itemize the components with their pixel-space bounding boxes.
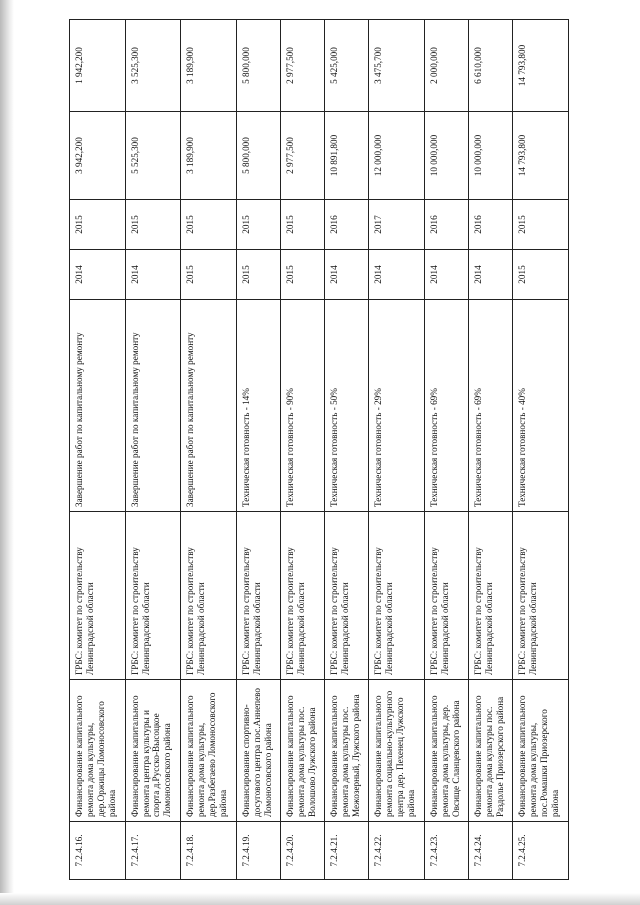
grbs-cell: ГРБС: комитет по строительству Ленинградской области bbox=[469, 512, 513, 680]
result-cell: Техническая готовность - 14% bbox=[236, 300, 280, 512]
funding-amount: 2 000,000 bbox=[425, 20, 469, 112]
result-cell: Техническая готовность - 29% bbox=[369, 300, 425, 512]
grbs-cell: ГРБС: комитет по строительству Ленинградской области bbox=[369, 512, 425, 680]
project-name: Финансирование капитального ремонта дома культуры пос. Межозерный, Лужского района bbox=[325, 680, 369, 822]
table-row bbox=[369, 20, 425, 880]
result-cell: Завершение работ по капитальному ремонту bbox=[125, 300, 181, 512]
row-number: 7.2.4.18. bbox=[181, 822, 237, 880]
year-end: 2015 bbox=[70, 200, 126, 250]
grbs-cell: ГРБС: комитет по строительству Ленинградской области bbox=[325, 512, 369, 680]
table-row bbox=[281, 20, 325, 880]
year-end: 2016 bbox=[469, 200, 513, 250]
result-cell: Техническая готовность - 50% bbox=[325, 300, 369, 512]
construction-financing-table bbox=[69, 19, 569, 880]
table-row bbox=[425, 20, 469, 880]
funding-amount: 5 800,000 bbox=[236, 20, 280, 112]
project-name: Финансирование капитального ремонта социально-культурного центра дер. Пехенец Лужского района bbox=[369, 680, 425, 822]
year-start: 2014 bbox=[369, 250, 425, 300]
scan-edge-shadow bbox=[0, 0, 14, 905]
year-end: 2015 bbox=[181, 200, 237, 250]
project-name: Финансирование капитального ремонта дома культуры, дер. Овсище Сланцевского района bbox=[425, 680, 469, 822]
estimated-cost: 5 525,300 bbox=[125, 112, 181, 200]
year-end: 2015 bbox=[236, 200, 280, 250]
row-number: 7.2.4.22. bbox=[369, 822, 425, 880]
funding-amount: 3 525,300 bbox=[125, 20, 181, 112]
estimated-cost: 2 977,500 bbox=[281, 112, 325, 200]
table-row bbox=[325, 20, 369, 880]
funding-amount: 14 793,800 bbox=[513, 20, 569, 112]
table-row bbox=[125, 20, 181, 880]
grbs-cell: ГРБС: комитет по строительству Ленинградской области bbox=[281, 512, 325, 680]
result-cell: Техническая готовность - 69% bbox=[469, 300, 513, 512]
row-number: 7.2.4.17. bbox=[125, 822, 181, 880]
scan-bottom-shadow bbox=[0, 893, 640, 905]
project-name: Финансирование капитального ремонта дома культуры, пос.Ромашки Приозерского района bbox=[513, 680, 569, 822]
grbs-cell: ГРБС: комитет по строительству Ленинградской области bbox=[70, 512, 126, 680]
year-end: 2016 bbox=[325, 200, 369, 250]
year-start: 2014 bbox=[70, 250, 126, 300]
year-end: 2015 bbox=[513, 200, 569, 250]
grbs-cell: ГРБС: комитет по строительству Ленинградской области bbox=[181, 512, 237, 680]
row-number: 7.2.4.24. bbox=[469, 822, 513, 880]
estimated-cost: 10 000,000 bbox=[469, 112, 513, 200]
year-start: 2015 bbox=[181, 250, 237, 300]
grbs-cell: ГРБС: комитет по строительству Ленинградской области bbox=[513, 512, 569, 680]
estimated-cost: 14 793,800 bbox=[513, 112, 569, 200]
estimated-cost: 12 000,000 bbox=[369, 112, 425, 200]
grbs-cell: ГРБС: комитет по строительству Ленинградской области bbox=[236, 512, 280, 680]
year-end: 2015 bbox=[281, 200, 325, 250]
row-number: 7.2.4.23. bbox=[425, 822, 469, 880]
row-number: 7.2.4.21. bbox=[325, 822, 369, 880]
landscape-table-wrapper bbox=[69, 20, 569, 880]
year-start: 2014 bbox=[125, 250, 181, 300]
funding-amount: 2 977,500 bbox=[281, 20, 325, 112]
year-start: 2015 bbox=[236, 250, 280, 300]
table-row bbox=[513, 20, 569, 880]
project-name: Финансирование капитального ремонта дома культуры пос. Волошово Лужского района bbox=[281, 680, 325, 822]
funding-amount: 1 942,200 bbox=[70, 20, 126, 112]
row-number: 7.2.4.16. bbox=[70, 822, 126, 880]
table-row bbox=[469, 20, 513, 880]
funding-amount: 3 189,900 bbox=[181, 20, 237, 112]
estimated-cost: 5 800,000 bbox=[236, 112, 280, 200]
row-number: 7.2.4.20. bbox=[281, 822, 325, 880]
result-cell: Техническая готовность - 40% bbox=[513, 300, 569, 512]
result-cell: Техническая готовность - 69% bbox=[425, 300, 469, 512]
table-body bbox=[70, 20, 569, 880]
row-number: 7.2.4.19. bbox=[236, 822, 280, 880]
result-cell: Завершение работ по капитальному ремонту bbox=[181, 300, 237, 512]
project-name: Финансирование капитального ремонта дома культуры, дер.Разбегаево Ломоносовского района bbox=[181, 680, 237, 822]
table-row bbox=[70, 20, 126, 880]
year-start: 2014 bbox=[325, 250, 369, 300]
estimated-cost: 3 942,200 bbox=[70, 112, 126, 200]
funding-amount: 6 610,000 bbox=[469, 20, 513, 112]
project-name: Финансирование капитального ремонта дома культуры пос. Раздолье Приозерского района bbox=[469, 680, 513, 822]
year-start: 2014 bbox=[469, 250, 513, 300]
year-end: 2016 bbox=[425, 200, 469, 250]
grbs-cell: ГРБС: комитет по строительству Ленинградской области bbox=[125, 512, 181, 680]
rotated-page-content bbox=[69, 20, 569, 880]
year-start: 2014 bbox=[425, 250, 469, 300]
result-cell: Завершение работ по капитальному ремонту bbox=[70, 300, 126, 512]
project-name: Финансирование капитального ремонта дома культуры, дер.Оржицы Ломоносовского района bbox=[70, 680, 126, 822]
year-end: 2015 bbox=[125, 200, 181, 250]
funding-amount: 3 475,700 bbox=[369, 20, 425, 112]
funding-amount: 5 425,000 bbox=[325, 20, 369, 112]
estimated-cost: 10 000,000 bbox=[425, 112, 469, 200]
result-cell: Техническая готовность - 90% bbox=[281, 300, 325, 512]
year-start: 2015 bbox=[513, 250, 569, 300]
year-end: 2017 bbox=[369, 200, 425, 250]
estimated-cost: 10 891,800 bbox=[325, 112, 369, 200]
project-name: Финансирование капитального ремонта центра культуры и спорта д.Русско-Высоцкое Ломоносовского района bbox=[125, 680, 181, 822]
table-row bbox=[236, 20, 280, 880]
project-name: Финансирование спортивно-досугового центра пос.Аннепево Ломоносовского района bbox=[236, 680, 280, 822]
row-number: 7.2.4.25. bbox=[513, 822, 569, 880]
table-row bbox=[181, 20, 237, 880]
estimated-cost: 3 189,900 bbox=[181, 112, 237, 200]
year-start: 2015 bbox=[281, 250, 325, 300]
grbs-cell: ГРБС: комитет по строительству Ленинградской области bbox=[425, 512, 469, 680]
